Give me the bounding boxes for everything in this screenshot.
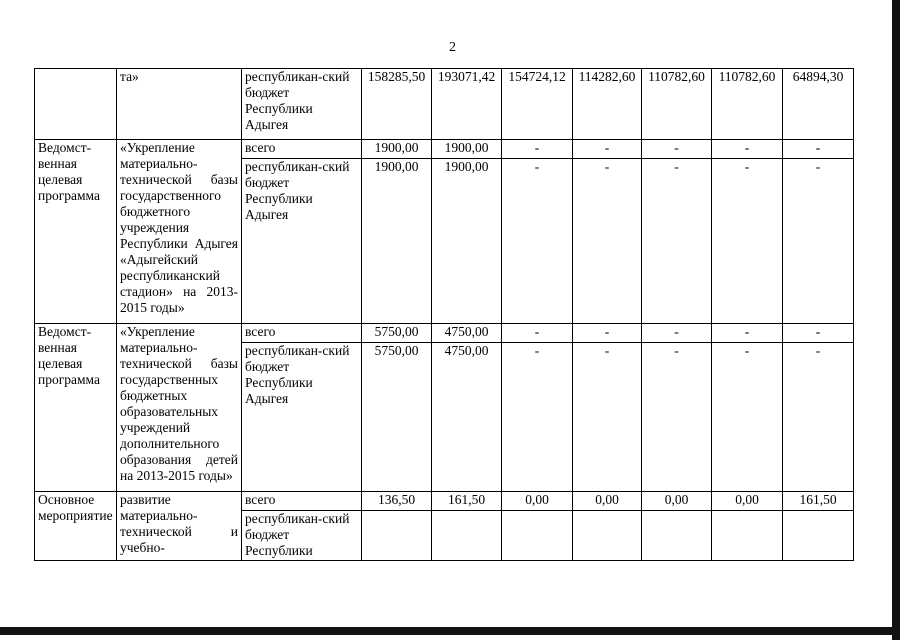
value-cell: - bbox=[642, 324, 712, 343]
value-cell: - bbox=[642, 343, 712, 492]
program-kind bbox=[35, 69, 117, 140]
scan-border-right bbox=[892, 0, 900, 640]
value-cell: 0,00 bbox=[573, 492, 642, 511]
table-row bbox=[35, 69, 854, 140]
value-cell: 1900,00 bbox=[432, 140, 502, 159]
value-cell: 4750,00 bbox=[432, 343, 502, 492]
page-number: 2 bbox=[449, 40, 456, 55]
value-cell: - bbox=[712, 159, 783, 324]
value-cell: - bbox=[712, 343, 783, 492]
funding-source: всего bbox=[242, 324, 362, 343]
value-cell: - bbox=[712, 140, 783, 159]
value-cell: 161,50 bbox=[432, 492, 502, 511]
scan-border-bottom bbox=[0, 627, 900, 635]
value-cell: 0,00 bbox=[712, 492, 783, 511]
table-row bbox=[35, 140, 854, 159]
value-cell: 4750,00 bbox=[432, 324, 502, 343]
funding-source: республикан-ский бюджет Республики Адыгея bbox=[242, 69, 362, 140]
program-name: «Укрепление материально-технической базы государственного бюджетного учреждения Республики Адыгея «Адыгейский республиканский стадион» на 2013-2015 годы» bbox=[117, 140, 242, 324]
value-cell bbox=[783, 511, 854, 561]
value-cell: - bbox=[783, 159, 854, 324]
value-cell: - bbox=[573, 343, 642, 492]
table-row bbox=[35, 324, 854, 343]
value-cell: - bbox=[502, 140, 573, 159]
value-cell bbox=[502, 511, 573, 561]
value-cell: 154724,12 bbox=[502, 69, 573, 140]
program-kind: Ведомст-венная целевая программа bbox=[35, 324, 117, 492]
value-cell: 114282,60 bbox=[573, 69, 642, 140]
value-cell: 1900,00 bbox=[362, 140, 432, 159]
value-cell: 0,00 bbox=[642, 492, 712, 511]
value-cell: 110782,60 bbox=[642, 69, 712, 140]
value-cell: - bbox=[642, 159, 712, 324]
value-cell: - bbox=[502, 324, 573, 343]
funding-source: республикан-ский бюджет Республики Адыгея bbox=[242, 343, 362, 492]
table-row bbox=[35, 492, 854, 511]
program-name: та» bbox=[117, 69, 242, 140]
program-name: развитие материально-технической и учебно- bbox=[117, 492, 242, 561]
funding-source: республикан-ский бюджет Республики Адыгея bbox=[242, 159, 362, 324]
value-cell: - bbox=[783, 324, 854, 343]
value-cell: 110782,60 bbox=[712, 69, 783, 140]
value-cell: 5750,00 bbox=[362, 343, 432, 492]
value-cell: 64894,30 bbox=[783, 69, 854, 140]
value-cell bbox=[712, 511, 783, 561]
value-cell: - bbox=[712, 324, 783, 343]
value-cell: 5750,00 bbox=[362, 324, 432, 343]
value-cell: - bbox=[502, 159, 573, 324]
value-cell: - bbox=[642, 140, 712, 159]
value-cell: - bbox=[783, 343, 854, 492]
value-cell: 0,00 bbox=[502, 492, 573, 511]
program-name: «Укрепление материально-технической базы государственных бюджетных образовательных учреждений дополнительного образования детей на 2013-2015 годы» bbox=[117, 324, 242, 492]
value-cell: - bbox=[573, 324, 642, 343]
program-kind: Ведомст-венная целевая программа bbox=[35, 140, 117, 324]
value-cell: - bbox=[573, 140, 642, 159]
budget-table bbox=[34, 68, 854, 561]
value-cell: 161,50 bbox=[783, 492, 854, 511]
value-cell bbox=[573, 511, 642, 561]
value-cell: 158285,50 bbox=[362, 69, 432, 140]
value-cell: - bbox=[783, 140, 854, 159]
value-cell: 1900,00 bbox=[362, 159, 432, 324]
value-cell: 136,50 bbox=[362, 492, 432, 511]
funding-source: всего bbox=[242, 140, 362, 159]
value-cell bbox=[362, 511, 432, 561]
value-cell bbox=[432, 511, 502, 561]
value-cell: 193071,42 bbox=[432, 69, 502, 140]
funding-source: всего bbox=[242, 492, 362, 511]
funding-source: республикан-ский бюджет Республики bbox=[242, 511, 362, 561]
program-kind: Основное мероприятие bbox=[35, 492, 117, 561]
value-cell bbox=[642, 511, 712, 561]
value-cell: - bbox=[573, 159, 642, 324]
value-cell: - bbox=[502, 343, 573, 492]
value-cell: 1900,00 bbox=[432, 159, 502, 324]
